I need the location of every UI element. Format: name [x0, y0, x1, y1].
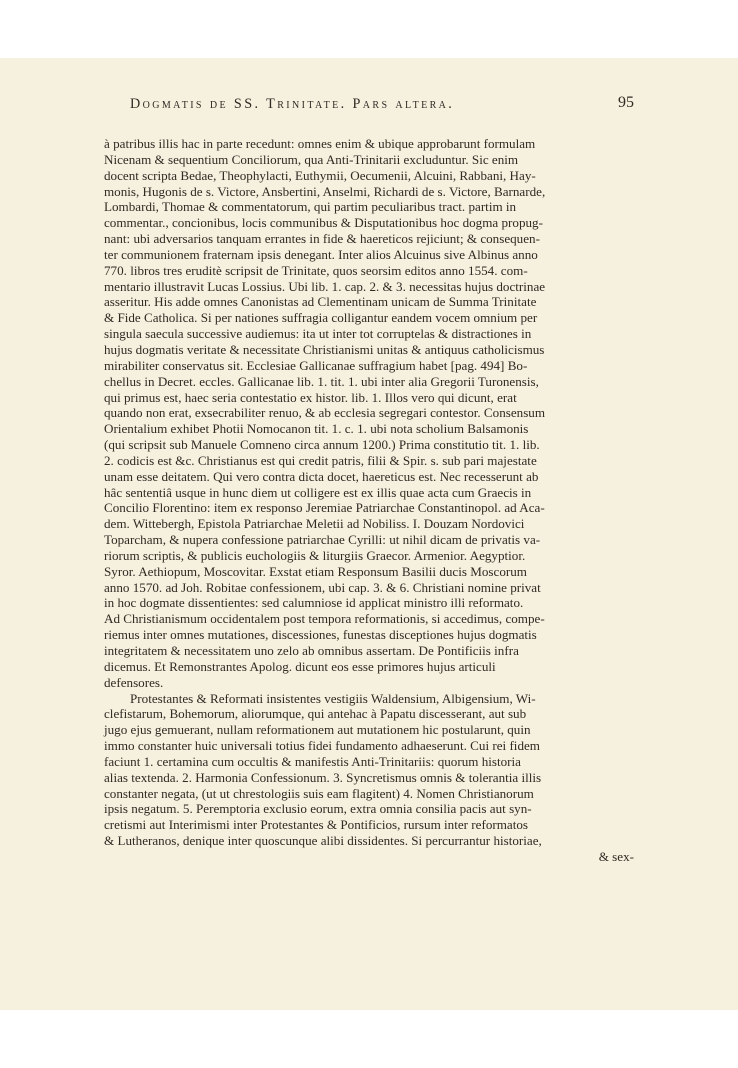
page-number: 95	[618, 94, 634, 111]
text-line: integritatem & necessitatem uno zelo ab omnibus assertam. De Pontificiis infra	[104, 643, 519, 658]
paragraph-1	[104, 136, 634, 691]
text-line: mentario illustravit Lucas Lossius. Ubi lib. 1. cap. 2. & 3. necessitas hujus doctrinae	[104, 278, 546, 294]
text-line: monis, Hugonis de s. Victore, Ansbertini, Anselmi, Richardi de s. Victore, Barnarde,	[104, 183, 546, 199]
text-line: jugo ejus gemuerant, nullam reformationem aut mutationem hic postularunt, quin	[104, 722, 531, 738]
text-line: asseritur. His adde omnes Canonistas ad Clementinam unicam de Summa Trinitate	[104, 294, 537, 310]
text-line: dicemus. Et Remonstrantes Apolog. dicunt eos esse primores hujus articuli	[104, 658, 496, 674]
text-line: mirabiliter conservatus sit. Ecclesiae Gallicanae suffragium habet [pag. 494] Bo-	[104, 357, 528, 373]
text-line: alias textenda. 2. Harmonia Confessionum. 3. Syncretismus omnis & tolerantia illis	[104, 769, 542, 785]
body-text	[104, 136, 634, 865]
text-line: qui primus est, haec seria contestatio ex histor. lib. 1. Illos vero qui dicunt, erat	[104, 389, 517, 405]
text-line: Protestantes & Reformati insistentes vestigiis Waldensium, Albigensium, Wi-	[130, 690, 536, 706]
text-line: Orientalium exhibet Photii Nomocanon tit. 1. c. 1. ubi nota scholium Balsamonis	[104, 421, 529, 437]
text-line: à patribus illis hac in parte recedunt: omnes enim & ubique approbarunt formulam	[104, 136, 536, 151]
text-line: Toparcham, & nupera confessione patriarchae Cyrilli: ut nihil dicam de privatis va-	[104, 532, 541, 548]
text-line: docent scripta Bedae, Theophylacti, Euthymii, Oecumenii, Alcuini, Rabbani, Hay-	[104, 167, 536, 183]
text-line: & Lutheranos, denique inter quoscunque alibi dissidentes. Si percurrantur historiae,	[104, 833, 542, 849]
text-line: Lombardi, Thomae & commentatorum, qui partim peculiaribus tract. partim in	[104, 199, 517, 215]
text-line: chellus in Decret. eccles. Gallicanae lib. 1. tit. 1. ubi inter alia Gregorii Turonensis,	[104, 373, 539, 389]
text-line: 770. libros tres eruditè scripsit de Trinitate, quos seorsim editos anno 1554. com-	[104, 262, 528, 278]
text-line: nant: ubi adversarios tanquam errantes in fide & haereticos rejiciunt; & consequen-	[104, 231, 540, 247]
text-line: hâc sententiâ usque in hunc diem ut colligere est ex illis quae acta cum Graecis in	[104, 484, 532, 500]
text-line: anno 1570. ad Joh. Robitae confessionem, ubi cap. 3. & 6. Christiani nomine privat	[104, 579, 541, 595]
text-line: unam esse deitatem. Qui vero contra dicta docet, haereticus est. Nec recesserunt ab	[104, 468, 539, 484]
text-line: hujus dogmatis veritate & necessitate Christianismi unitas & antiquus catholicismus	[104, 341, 545, 357]
text-line: Syror. Aethiopum, Moscovitar. Exstat etiam Responsum Basilii ducis Moscorum	[104, 563, 527, 579]
text-line: singula saecula successive audiemus: ita ut inter tot corruptelas & distractiones in	[104, 326, 532, 342]
text-line: cretismi aut Interimismi inter Protestantes & Pontificios, rursum inter reformatos	[104, 817, 529, 833]
text-line: constanter negata, (ut ut chrestologiis suis eam flagitent) 4. Nomen Christianorum	[104, 785, 534, 801]
text-line: Concilio Florentino: item ex responso Jeremiae Patriarchae Constantinopol. ad Aca-	[104, 500, 545, 516]
text-line: ter communionem fraternam ipsis denegant. Inter alios Alcuinus sive Albinus anno	[104, 246, 538, 262]
running-title: Dogmatis de SS. Trinitate. Pars altera.	[130, 96, 455, 112]
text-line: dem. Wittebergh, Epistola Patriarchae Meletii ad Nobiliss. I. Douzam Nordovici	[104, 516, 525, 532]
text-line: ipsis negatum. 5. Peremptoria exclusio eorum, extra omnia consilia pacis aut syn-	[104, 801, 532, 817]
text-line: (qui scripsit sub Manuele Comneno circa annum 1200.) Prima constitutio tit. 1. lib.	[104, 437, 540, 453]
text-line: & Fide Catholica. Si per nationes suffragia colligantur eandem vocem omnium per	[104, 310, 538, 326]
text-line: faciunt 1. certamina cum occultis & manifestis Anti-Trinitariis: quorum historia	[104, 753, 521, 769]
text-line: clefistarum, Bohemorum, aliorumque, qui antehac à Papatu discesserant, aut sub	[104, 706, 527, 722]
text-line: riemus inter omnes mutationes, discessiones, funestas disceptiones hujus dogmatis	[104, 627, 537, 643]
text-line: 2. codicis est &c. Christianus est qui credit patris, filii & Spir. s. sub pari majestate	[104, 452, 537, 468]
text-line: Nicenam & sequentium Conciliorum, qua Anti-Trinitarii excluduntur. Sic enim	[104, 151, 519, 167]
text-line: immo constanter huic universali totius fidei fundamento adhaeserunt. Cui rei fidem	[104, 738, 540, 754]
text-line: Ad Christianismum occidentalem post tempora reformationis, si accedimus, compe-	[104, 611, 545, 627]
text-line: in hoc dogmate dissentientes: sed calumniose id applicat ministro illi reformato.	[104, 595, 524, 611]
page-header	[104, 96, 634, 120]
catchword: & sex-	[598, 848, 634, 864]
paragraph-2	[104, 691, 634, 849]
text-line: defensores.	[104, 674, 164, 690]
text-line: riorum scriptis, & publicis euchologiis & liturgiis Graecor. Armenior. Aegyptior.	[104, 547, 526, 563]
text-line: commentar., concionibus, locis communibus & Disputationibus hoc dogma propug-	[104, 215, 543, 231]
text-line: quando non erat, exsecrabiliter renuo, & ab ecclesia segregari contestor. Consensum	[104, 405, 546, 421]
book-page	[0, 58, 738, 1010]
